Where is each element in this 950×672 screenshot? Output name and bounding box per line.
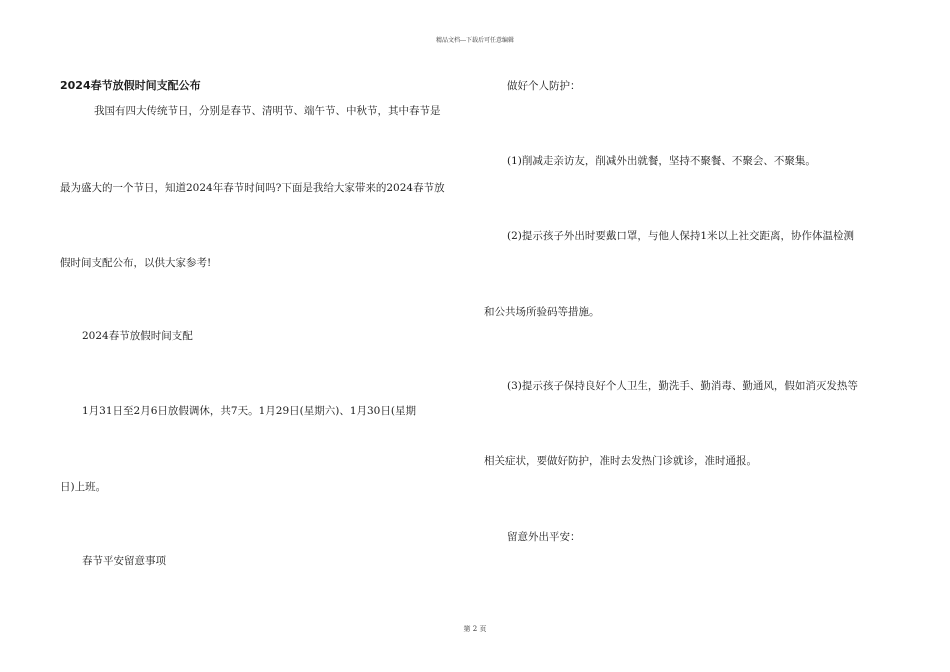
protection-item-1: (1)削减走亲访友，削减外出就餐，坚持不聚餐、不聚会、不聚集。 xyxy=(507,155,816,167)
protection-item-3-line-1: (3)提示孩子保持良好个人卫生，勤洗手、勤消毒、勤通风，假如消灭发热等 xyxy=(507,380,858,392)
protection-item-3-line-2: 相关症状，要做好防护，准时去发热门诊就诊，准时通报。 xyxy=(484,455,757,467)
intro-line-1: 我国有四大传统节日，分别是春节、清明节、端午节、中秋节，其中春节是 xyxy=(94,105,441,117)
protection-heading: 做好个人防护： xyxy=(507,80,581,92)
schedule-line-2: 日)上班。 xyxy=(60,481,107,493)
schedule-line-1: 1月31日至2月6日放假调休，共7天。1月29日(星期六)、1月30日(星期 xyxy=(82,405,416,417)
section-heading-safety: 春节平安留意事项 xyxy=(82,555,166,567)
protection-item-2-line-1: (2)提示孩子外出时要戴口罩，与他人保持1米以上社交距离，协作体温检测 xyxy=(507,230,855,242)
outing-safety-heading: 留意外出平安： xyxy=(507,531,581,543)
intro-line-2: 最为盛大的一个节日，知道2024年春节时间吗?下面是我给大家带来的2024春节放 xyxy=(60,182,445,194)
page-header: 精品文档---下载后可任意编辑 xyxy=(435,37,515,44)
page-number: 第 2 页 xyxy=(463,625,487,633)
intro-line-3: 假时间支配公布，以供大家参考! xyxy=(60,257,212,269)
section-heading-schedule: 2024春节放假时间支配 xyxy=(82,330,193,342)
protection-item-2-line-2: 和公共场所验码等措施。 xyxy=(484,306,600,318)
document-title: 2024春节放假时间支配公布 xyxy=(60,79,201,92)
